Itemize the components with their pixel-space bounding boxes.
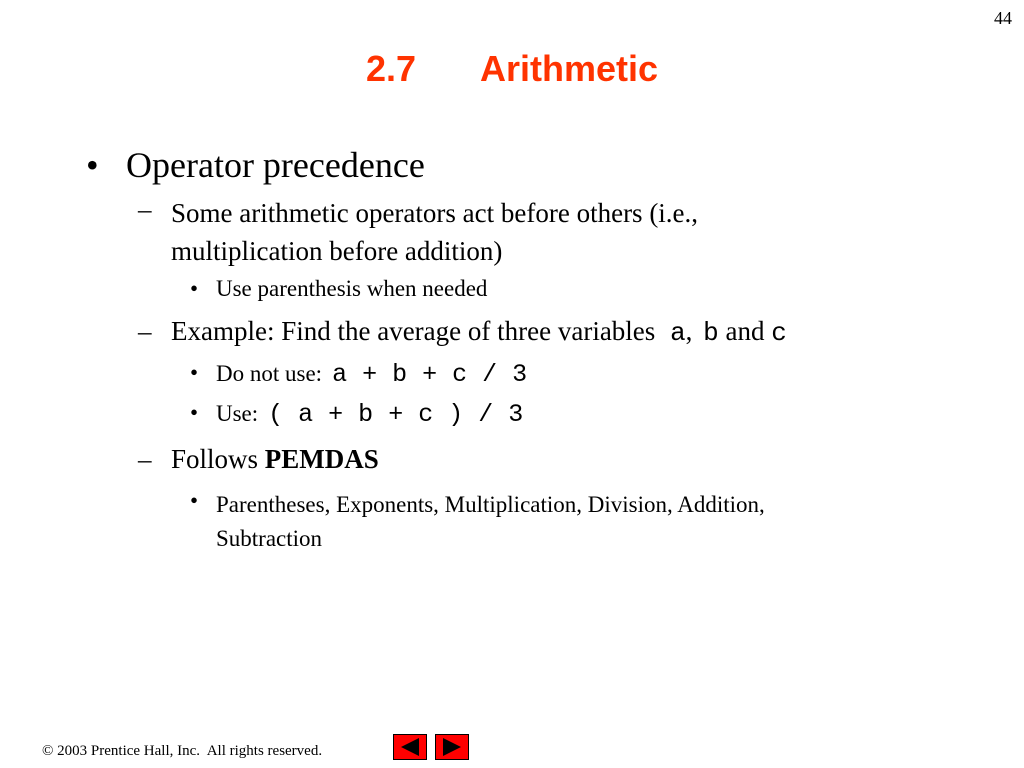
subsubbullet-parenthesis [0,276,1024,316]
copyright-text: 2003 Prentice Hall, Inc. All rights reserved. [53,743,323,759]
subbullet-text [171,316,787,348]
next-slide-button[interactable] [435,734,469,760]
follows-word: Follows [171,444,259,474]
pemdas-line1: Parentheses, Exponents, Multiplication, Division, Addition, [216,492,765,517]
var-c: c [771,318,787,348]
bullet-text: Operator precedence [126,145,425,185]
subsubbullet-text [216,360,527,389]
subsubbullet-text [216,488,765,556]
dash-marker: – [138,444,152,474]
right-triangle-icon [443,738,461,756]
footer-copyright [42,743,322,760]
subsubbullet-text: Use parenthesis when needed [216,276,488,301]
bullet-marker: • [190,276,199,301]
subbullet-text [171,194,698,270]
subbullet-text [171,444,379,475]
bullet-marker: • [190,360,199,385]
section-number: 2.7 [365,48,416,89]
use-code: ( a + b + c ) / 3 [268,400,524,429]
bullet-marker: • [190,488,199,513]
dash-marker: – [138,316,152,346]
subbullet-pemdas [0,444,1024,486]
pemdas-word: PEMDAS [264,444,379,474]
do-not-use-code: a + b + c / 3 [332,360,528,389]
subbullet-precedence-explanation [0,194,1024,272]
slide-content [0,144,1024,558]
use-label: Use: [216,401,259,426]
do-not-use-label: Do not use: [216,361,323,386]
and-word: and [725,316,765,346]
bullet-marker: • [86,145,99,185]
subsubbullet-pemdas-expansion [0,488,1024,558]
page-number: 44 [994,8,1012,28]
subbullet-example [0,316,1024,360]
subsubbullet-text [216,400,523,429]
subbullet-text-line1: Some arithmetic operators act before others (i.e., [171,198,699,228]
copyright-symbol: © [42,743,54,759]
left-triangle-icon [401,738,419,756]
bullet-marker: • [190,400,199,425]
dash-marker: – [138,194,152,224]
slide-title [0,48,1024,90]
pemdas-line2: Subtraction [216,526,323,551]
var-b: b [703,318,719,348]
previous-slide-button[interactable] [393,734,427,760]
title-text: Arithmetic [480,48,659,89]
comma: , [685,316,693,346]
subbullet-text-line2: multiplication before addition) [171,236,503,266]
subsubbullet-use [0,400,1024,444]
var-a: a [670,318,686,348]
example-prefix: Example: Find the average of three variables [171,316,656,346]
subsubbullet-do-not-use [0,360,1024,400]
bullet-operator-precedence [0,144,1024,194]
